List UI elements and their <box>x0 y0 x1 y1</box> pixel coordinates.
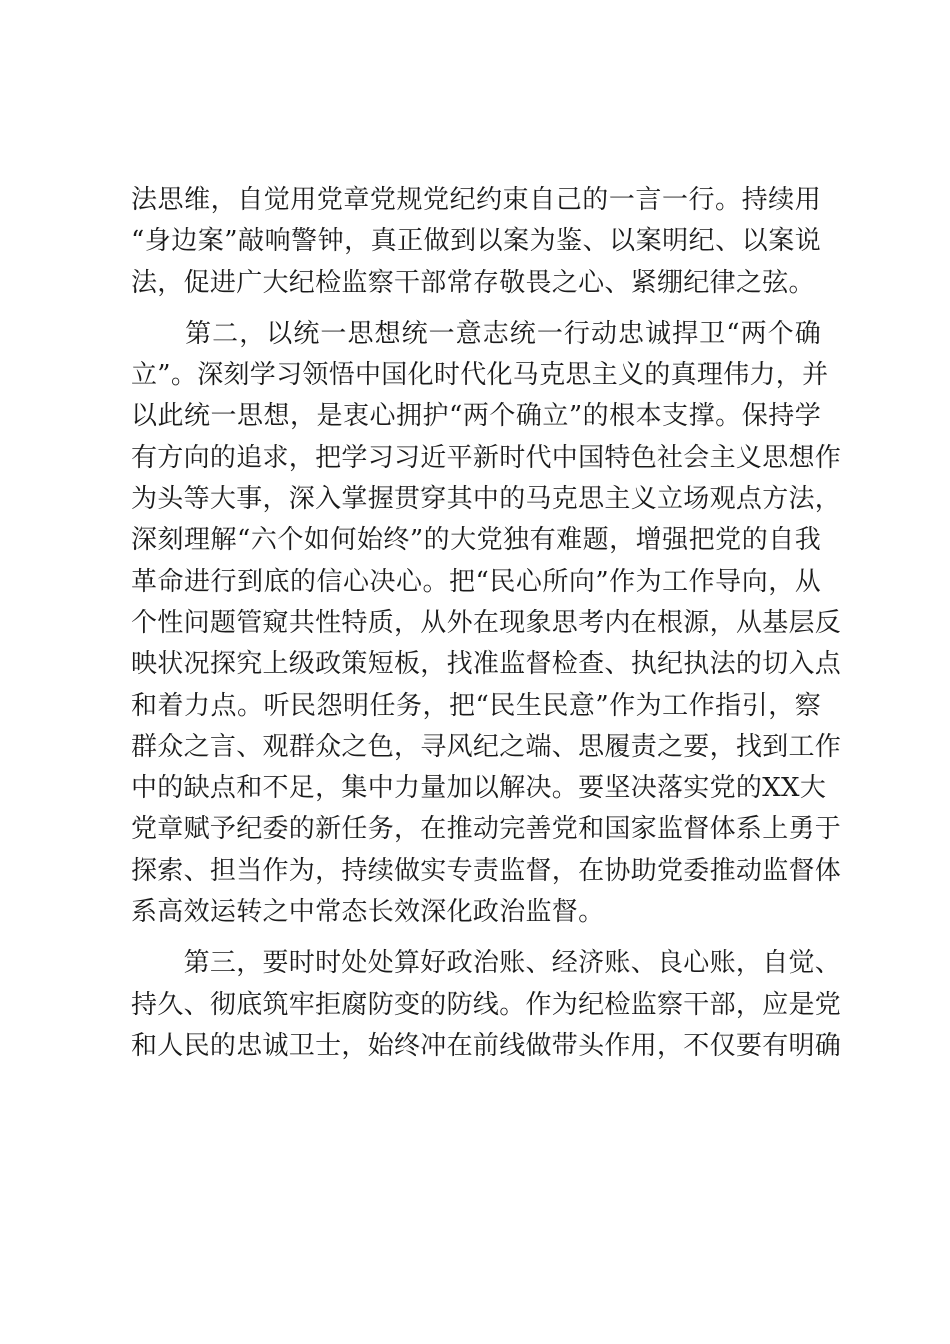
document-body <box>131 180 842 1077</box>
text-line: 和人民的忠诚卫士，始终冲在前线做带头作用，不仅要有明确 <box>131 1030 842 1061</box>
text-line: 第三，要时时处处算好政治账、经济账、良心账，自觉、 <box>131 948 842 979</box>
text-line: “身边案”敲响警钟，真正做到以案为鉴、以案明纪、以案说 <box>131 226 821 257</box>
text-line: 群众之言、观群众之色，寻风纪之端、思履责之要，找到工作 <box>131 731 842 762</box>
text-line: 立”。深刻学习领悟中国化时代化马克思主义的真理伟力，并 <box>131 360 829 391</box>
text-line: 有方向的追求，把学习习近平新时代中国特色社会主义思想作 <box>131 442 842 473</box>
paragraph-2 <box>131 314 842 933</box>
paragraph-3 <box>131 943 842 1067</box>
text-line: 探索、担当作为，持续做实专责监督，在协助党委推动监督体 <box>131 855 842 886</box>
paragraph-1 <box>131 180 821 304</box>
text-line: 中的缺点和不足，集中力量加以解决。要坚决落实党的XX大 <box>131 773 827 804</box>
text-line: 法，促进广大纪检监察干部常存敬畏之心、紧绷纪律之弦。 <box>131 267 815 298</box>
text-line: 党章赋予纪委的新任务，在推动完善党和国家监督体系上勇于 <box>131 814 842 845</box>
text-line: 映状况探究上级政策短板，找准监督检查、执纪执法的切入点 <box>131 649 842 680</box>
text-line: 革命进行到底的信心决心。把“民心所向”作为工作导向，从 <box>131 566 821 597</box>
text-line: 以此统一思想，是衷心拥护“两个确立”的根本支撑。保持学 <box>131 401 821 432</box>
text-line: 个性问题管窥共性特质，从外在现象思考内在根源，从基层反 <box>131 607 842 638</box>
text-line: 深刻理解“六个如何始终”的大党独有难题，增强把党的自我 <box>131 525 821 556</box>
text-line: 系高效运转之中常态长效深化政治监督。 <box>131 897 605 928</box>
text-line: 第二，以统一思想统一意志统一行动忠诚捍卫“两个确 <box>131 318 821 349</box>
text-line: 持久、彻底筑牢拒腐防变的防线。作为纪检监察干部，应是党 <box>131 989 842 1020</box>
text-line: 和着力点。听民怨明任务，把“民生民意”作为工作指引，察 <box>131 690 821 721</box>
text-line: 法思维，自觉用党章党规党纪约束自己的一言一行。持续用 <box>131 185 821 215</box>
text-line: 为头等大事，深入掌握贯穿其中的马克思主义立场观点方法， <box>131 484 842 515</box>
